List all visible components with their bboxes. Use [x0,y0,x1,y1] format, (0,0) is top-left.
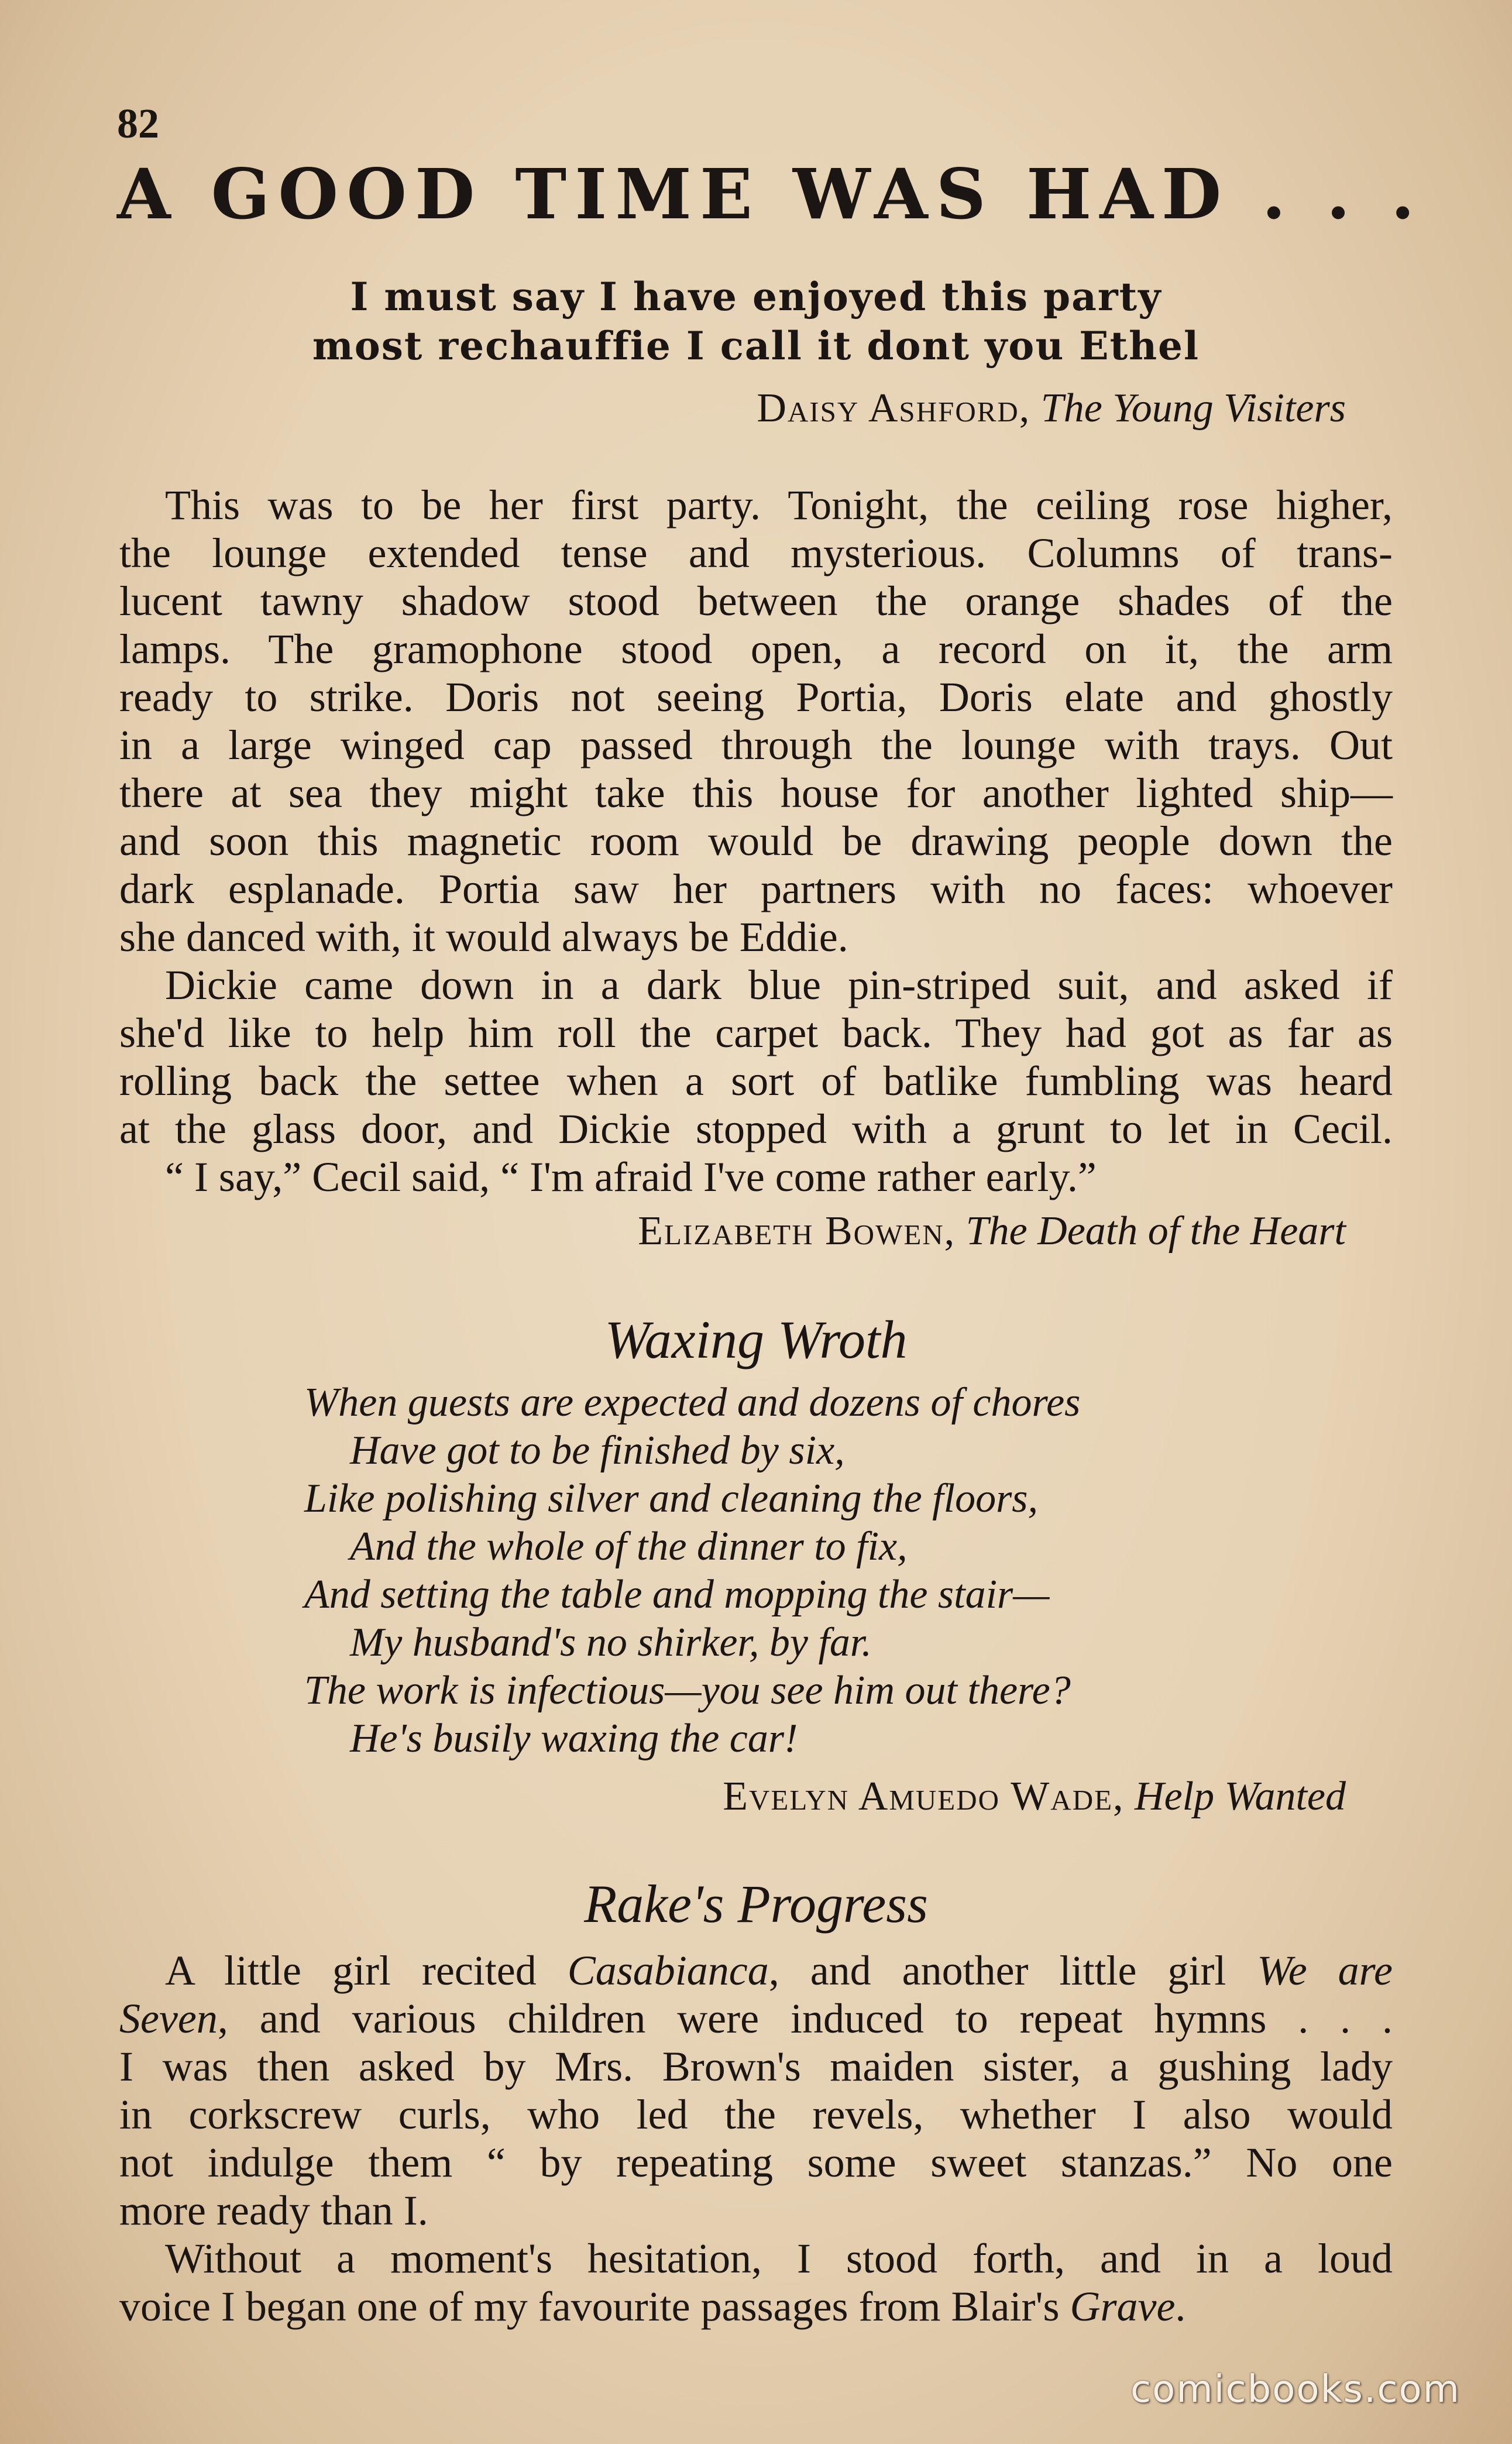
poem-line: Like polishing silver and cleaning the floors, [304,1476,1039,1521]
poem-line: My husband's no shirker, by far. [350,1620,872,1665]
poem-work: Help Wanted [1135,1774,1346,1819]
excerpt2-line: Seven, and various children were induced to repeat hymns . . . [119,1995,1393,2042]
epigraph-attribution [757,385,1346,432]
excerpt1-line: at the glass door, and Dickie stopped with a grunt to let in Cecil. [119,1106,1393,1152]
epigraph-author: Daisy Ashford, [757,386,1031,431]
excerpt2-line: more ready than I. [119,2187,428,2234]
page-number: 82 [117,100,159,147]
watermark: comicbooks.com [1130,2368,1461,2411]
excerpt2-line: not indulge them “ by repeating some sweet stanzas.” No one [119,2139,1393,2186]
excerpt1-line: dark esplanade. Portia saw her partners with no faces: whoever [119,866,1393,912]
excerpt1-line: This was to be her first party. Tonight, the ceiling rose higher, [165,482,1393,528]
excerpt1-line: “ I say,” Cecil said, “ I'm afraid I've come rather early.” [165,1154,1097,1200]
epigraph-line-1: I must say I have enjoyed this party [350,274,1162,320]
poem-line: And setting the table and mopping the stair— [304,1572,1050,1617]
epigraph-work: The Young Visiters [1040,386,1346,431]
excerpt2-title: Rake's Progress [584,1874,928,1934]
poem-attribution [723,1773,1346,1820]
excerpt1-line: ready to strike. Doris not seeing Portia, Doris elate and ghostly [119,674,1393,720]
excerpt1-line: she'd like to help him roll the carpet back. They had got as far as [119,1010,1393,1056]
excerpt2-line: I was then asked by Mrs. Brown's maiden sister, a gushing lady [119,2043,1393,2090]
excerpt2-line: A little girl recited Casabianca, and another little girl We are [165,1947,1393,1994]
excerpt1-author: Elizabeth Bowen, [638,1209,956,1254]
poem-title: Waxing Wroth [604,1310,908,1369]
page-title: A GOOD TIME WAS HAD . . . [117,153,1423,235]
excerpt1-work: The Death of the Heart [965,1209,1346,1254]
excerpt1-line: she danced with, it would always be Eddie. [119,914,848,960]
excerpt1-line: there at sea they might take this house for another lighted ship— [119,770,1393,816]
poem-author: Evelyn Amuedo Wade, [723,1774,1125,1819]
poem-line: When guests are expected and dozens of chores [304,1380,1081,1425]
poem-line: The work is infectious—you see him out there? [304,1668,1071,1713]
epigraph-line-2: most rechauffie I call it dont you Ethel [312,323,1200,369]
excerpt1-attribution [638,1208,1346,1255]
excerpt2-line: in corkscrew curls, who led the revels, whether I also would [119,2091,1393,2138]
excerpt2-line: Without a moment's hesitation, I stood forth, and in a loud [165,2235,1393,2282]
excerpt1-line: lucent tawny shadow stood between the orange shades of the [119,578,1393,624]
poem-line: And the whole of the dinner to fix, [350,1524,908,1569]
excerpt1-line: rolling back the settee when a sort of batlike fumbling was heard [119,1058,1393,1104]
excerpt1-line: in a large winged cap passed through the lounge with trays. Out [119,722,1393,768]
poem-line: He's busily waxing the car! [350,1716,798,1761]
excerpt1-line: the lounge extended tense and mysterious. Columns of trans- [119,530,1393,576]
excerpt1-line: lamps. The gramophone stood open, a record on it, the arm [119,626,1393,672]
excerpt2-line: voice I began one of my favourite passages from Blair's Grave. [119,2283,1186,2330]
excerpt1-line: Dickie came down in a dark blue pin-striped suit, and asked if [165,962,1393,1008]
poem-line: Have got to be finished by six, [350,1428,845,1473]
excerpt1-line: and soon this magnetic room would be drawing people down the [119,818,1393,864]
